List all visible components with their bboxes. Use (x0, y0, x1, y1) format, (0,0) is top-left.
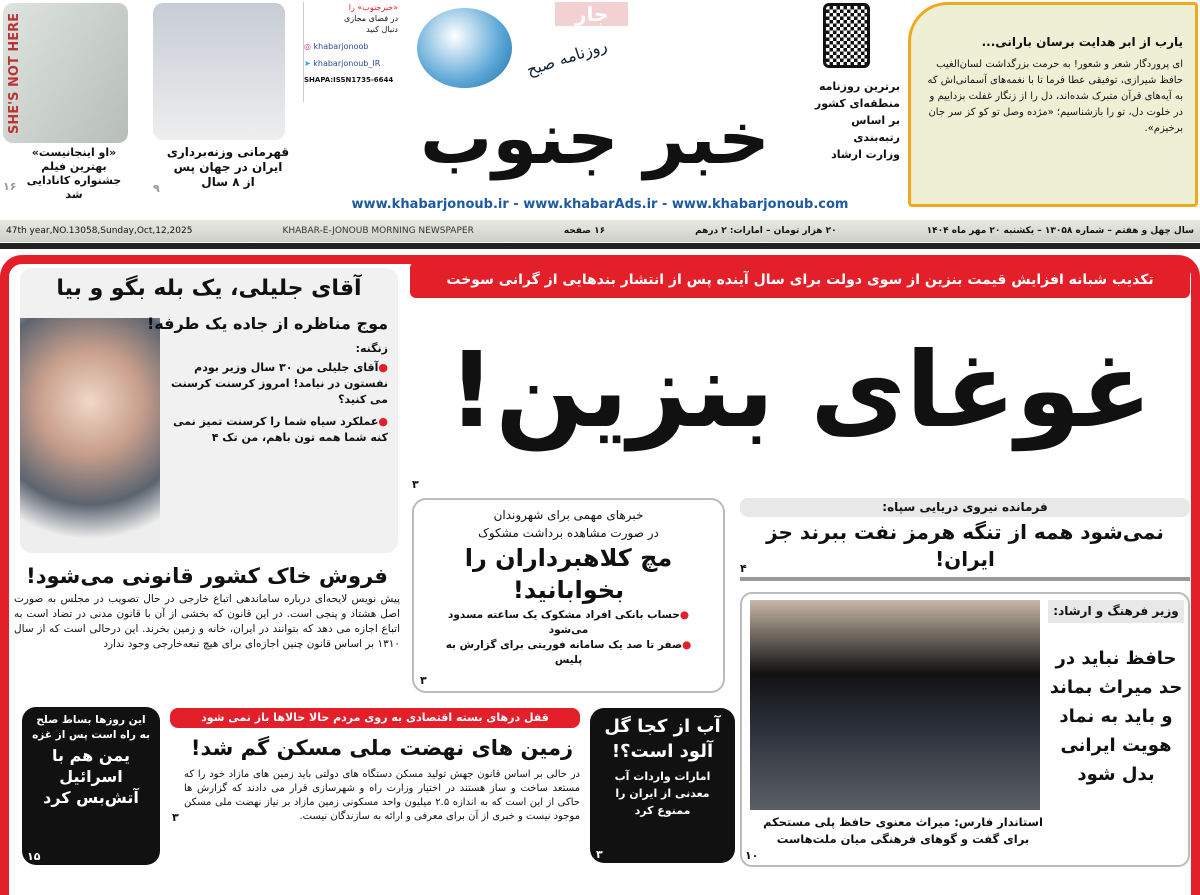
land-story[interactable] (14, 560, 400, 652)
telegram-link[interactable] (304, 58, 398, 69)
divider (0, 243, 1200, 249)
fraud-story[interactable] (412, 498, 725, 693)
main-kicker: تکذیب شبانه افزایش قیمت بنزین از سوی دولت برای سال آینده پس از انتشار بندهایی از گرانی سوخت (410, 262, 1190, 298)
navy-title: نمی‌شود همه از تنگه هرمز نفت ببرند جز ایران! (766, 520, 1164, 571)
instagram-handle: khabarjonoob (313, 42, 369, 51)
rank-line: برترین روزنامه (818, 80, 900, 93)
poem-body: ای پروردگار شعر و شعور! به حرمت بزرگداشت لسان‌الغیب حافظ شیرازی، توفیقی عطا فرما تا با نغمه‌های آسمانی‌اش که به آیه‌های قرآن متبرک شده‌اند، دل را از زنگار غفلت بزداییم و در خلوت دل، تو را بازشناسیم؛ «مژده وصل تو کو کز سر جان برخیزم». (927, 59, 1183, 134)
film-poster-image (3, 3, 128, 143)
page-count: ۱۶ صفحه (563, 226, 606, 236)
social-box (303, 2, 398, 102)
weightlifter-image (153, 3, 285, 140)
social-intro: «خبرجنوب» را (348, 3, 398, 12)
water-title: آب از کجا گل آلود است؟! (604, 716, 721, 762)
main-headline: غوغای بنزین! (447, 329, 1153, 451)
housing-body: در حالی بر اساس قانون جهش تولید مسکن دستگاه های دولتی باید زمین های مازاد خود را که مستعد ساخت و ساز هستند در اختیار وزارت راه و شهرسازی قرار می دادند که گزارش ها حاکی از این است که به اندازه ۲.۵ میلیون واحد مسکونی زمین مازاد بر نیاز نهضت ملی مسکن موجود نیست و خبری از آن برای معرفی و ارائه به سازندگان نیست. (184, 769, 580, 822)
bullet: ●صفر تا صد یک سامانه فوریتی برای گزارش به پلیس (445, 639, 692, 666)
jalili-bullets (160, 360, 388, 446)
page-ref: ۴ (211, 431, 219, 444)
housing-story[interactable] (170, 708, 580, 824)
qr-code[interactable] (823, 3, 870, 68)
teaser-weightlifting[interactable] (150, 0, 290, 200)
page-ref: ۳ (172, 811, 179, 824)
zanganeh-photo (20, 318, 160, 553)
bullet: ●آقای جلیلی من ۳۰ سال وزیر بودم نفستون در نیامد! امروز کرسنت کرسنت می کنید؟ (170, 361, 388, 406)
yemen-story[interactable] (22, 707, 160, 865)
land-body: پیش نویس لایحه‌ای درباره ساماندهی اتباع خارجی در حال تصویب در مجلس به صورت اصل هشتاد و پنجی است. در این قانون که بخشی از آن با قانون مدنی در تضاد است به اتباع اجازه می دهد که بتوانند در ایران، خانه و زمین بخرند. این درحالی است که از سال ۱۳۱۰ بر اساس قانون چنین اجازه‌ای برای هیچ تبعه‌خارجی وجود ندارد (14, 593, 400, 650)
poem-title: یارب از ابر هدایت برسان بارانی... (981, 35, 1183, 49)
bullet-text: حساب بانکی افراد مشکوک یک ساعته مسدود می‌شود (448, 609, 680, 636)
hafez-caption: استاندار فارس: میراث معنوی حافظ پلی مستحکم برای گفت و گوهای فرهنگی میان ملت‌هاست (763, 815, 1043, 846)
land-title: فروش خاک کشور قانونی می‌شود! (26, 564, 388, 588)
jalili-title: آقای جلیلی، یک بله بگو و بیا (56, 276, 362, 301)
hafez-kicker: وزیر فرهنگ و ارشاد: (1048, 600, 1184, 623)
hafez-title: حافظ نباید در حد میراث بماند و باید به نماد هویت ایرانی بدل شود (1049, 648, 1183, 785)
poster-text: SHE'S NOT HERE (7, 13, 22, 134)
navy-kicker: فرمانده نیروی دریایی سپاه: (740, 498, 1190, 517)
rank-line: وزارت ارشاد (831, 148, 900, 161)
rank-line: رتبه‌بندی (853, 131, 900, 144)
newspaper-logo (405, 0, 785, 195)
speaker: زنگنه: (355, 342, 388, 355)
rank-line: بر اساس (851, 114, 900, 127)
divider (740, 577, 1190, 581)
instagram-icon: ◎ (304, 42, 311, 51)
price: ۲۰ هزار تومان – امارات: ۲ درهم (695, 226, 837, 236)
bullet-text: آقای جلیلی من ۳۰ سال وزیر بودم نفستون در نیامد! امروز کرسنت کرسنت می کنید؟ (170, 361, 388, 406)
page-ref: ۴ (740, 562, 747, 575)
page-ref: ۱۵ (27, 850, 41, 863)
logo-subtitle: روزنامه صبح (524, 35, 610, 80)
bullet: ●حساب بانکی افراد مشکوک یک ساعته مسدود می‌شود (448, 609, 689, 636)
rank-line: منطقه‌ای کشور (814, 97, 900, 110)
fraud-pretitle: خبرهای مهمی برای شهروندان (493, 508, 644, 522)
page-ref: ۳ (412, 478, 419, 491)
info-bar (0, 220, 1200, 242)
social-intro: در فضای مجازی (344, 14, 398, 23)
page-ref: ۳ (420, 674, 427, 687)
english-date: 47th year,NO.13058,Sunday,Oct,12,2025 (6, 226, 193, 236)
telegram-icon: ➤ (304, 59, 311, 68)
jalili-subtitle: موج مناظره از جاده یک طرفه! (146, 314, 388, 333)
teaser-title: قهرمانی وزنه‌برداری ایران در جهان پس از ۸ سال (166, 145, 290, 189)
logo-text: خبر جنوب (420, 96, 770, 180)
yemen-pretitle: این روزها بساط صلح به راه است پس از غزه (32, 714, 150, 741)
jalili-story[interactable] (20, 268, 398, 553)
logo-tag: جار (555, 2, 628, 26)
hafez-poem-box (908, 2, 1198, 207)
hafez-story[interactable] (740, 592, 1190, 867)
globe-icon (417, 8, 512, 88)
page-ref: ۹ (153, 182, 160, 195)
bullet-text: صفر تا صد یک سامانه فوریتی برای گزارش به پلیس (445, 639, 683, 666)
page-ref: ۱۰ (745, 849, 759, 862)
website-urls[interactable]: www.khabarjonoub.ir - www.khabarAds.ir - www.khabarjonoub.com (351, 197, 849, 212)
persian-date: سال چهل و هفتم – شماره ۱۳۰۵۸ – یکشنبه ۲۰ مهر ماه ۱۴۰۴ (926, 226, 1194, 236)
yemen-title: یمن هم با اسرائیل آتش‌بس کرد (43, 746, 139, 807)
water-story[interactable] (590, 708, 735, 863)
page-ref: ۳ (596, 848, 603, 861)
fraud-bullets (414, 606, 723, 668)
instagram-link[interactable] (304, 41, 398, 52)
water-subtitle: امارات واردات آب معدنی از ایران را ممنوع کرد (614, 770, 711, 817)
bullet: ●عملکرد سیاه شما را کرسنت تمیز نمی کنه شما همه تون باهم، من تک ۴ (173, 415, 388, 444)
housing-kicker: قفل درهای بسته اقتصادی به روی مردم حالا حالاها باز نمی شود (170, 708, 580, 728)
fraud-pretitle: در صورت مشاهده برداشت مشکوک (478, 526, 659, 540)
rank-text (805, 78, 900, 163)
teaser-title: «او اینجانیست» بهترین فیلم جشنواره کانادایی شد (26, 146, 122, 201)
newspaper-name-en: KHABAR-E-JONOUB MORNING NEWSPAPER (282, 226, 474, 236)
housing-title: زمین های نهضت ملی مسکن گم شد! (190, 736, 574, 760)
bullet-text: عملکرد سیاه شما را کرسنت تمیز نمی کنه شما همه تون باهم، من تک (173, 415, 388, 444)
navy-story[interactable] (740, 498, 1190, 581)
issn: SHAPA:ISSN1735-6644 (304, 76, 394, 84)
teaser-film[interactable] (0, 0, 130, 200)
page-ref: ۱۶ (3, 180, 17, 193)
social-intro: دنبال کنید (366, 25, 398, 34)
fraud-title: مچ کلاهبرداران را بخوابانید! (464, 544, 673, 604)
ceremony-photo (750, 600, 1040, 810)
telegram-handle: khabarjonoub_IR (313, 59, 381, 68)
